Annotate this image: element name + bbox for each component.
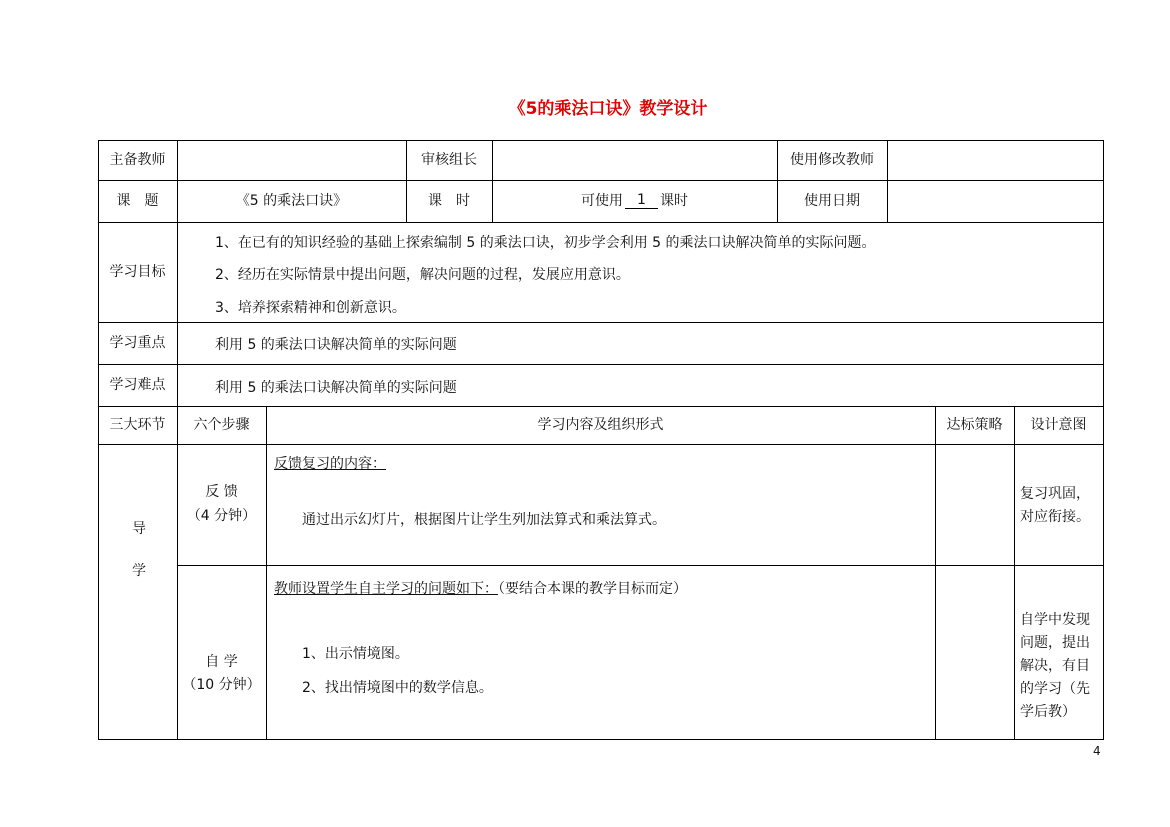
step-content-line: 2、找出情境图中的数学信息。 (302, 680, 493, 696)
difficulties-text: 利用 5 的乘法口诀解决简单的实际问题 (215, 380, 457, 396)
hours-label: 课 时 (428, 192, 470, 209)
difficulties-label: 学习难点 (109, 376, 166, 393)
stage-char: 学 (132, 563, 146, 579)
hours-suffix: 课时 (659, 192, 688, 209)
step-content-line: 1、出示情境图。 (302, 646, 409, 662)
hours-value: 1 (625, 193, 658, 209)
step-content-line: 通过出示幻灯片，根据图片让学生列加法算式和乘法算式。 (302, 512, 666, 528)
objective-item: 1、在已有的知识经验的基础上探索编制 5 的乘法口诀，初步学会利用 5 的乘法口诀解决简单的实际问题。 (215, 235, 876, 251)
column-header-strategy: 达标策略 (946, 416, 1003, 433)
document-title: 《5的乘法口诀》教学设计 (508, 99, 708, 119)
page-number: 4 (1093, 744, 1101, 758)
date-value (887, 180, 1103, 222)
step-content-heading: 教师设置学生自主学习的问题如下： (274, 581, 498, 597)
date-label: 使用日期 (804, 192, 860, 209)
objectives-label: 学习目标 (109, 263, 166, 280)
hours-field (492, 180, 777, 222)
step-content-heading: 反馈复习的内容： (274, 456, 386, 472)
hours-prefix: 可使用 (581, 192, 624, 209)
review-leader-value (492, 140, 777, 180)
step-name: 反 馈 (205, 484, 238, 500)
objective-item: 2、经历在实际情景中提出问题，解决问题的过程，发展应用意识。 (215, 267, 630, 283)
key-points-label: 学习重点 (109, 334, 166, 351)
topic-label: 课 题 (116, 192, 159, 209)
column-header-content: 学习内容及组织形式 (537, 416, 664, 433)
step-intent: 复习巩固，对应衔接。 (1020, 486, 1090, 525)
revising-teacher-value (887, 140, 1103, 180)
step-content-heading-row (274, 578, 687, 598)
step-time: （4 分钟） (186, 508, 257, 524)
step-intent: 自学中发现问题，提出解决，有目的学习（先学后教） (1020, 612, 1090, 720)
topic-value: 《5 的乘法口诀》 (235, 192, 348, 209)
objective-item: 3、培养探索精神和创新意识。 (215, 300, 406, 316)
step-time: （10 分钟） (182, 677, 261, 693)
review-leader-label: 审核组长 (421, 151, 477, 168)
column-header-step: 六个步骤 (193, 416, 250, 433)
stage-char: 导 (132, 521, 146, 537)
step-content-note: （要结合本课的教学目标而定） (498, 581, 687, 597)
column-header-intent: 设计意图 (1030, 416, 1087, 433)
column-header-stage: 三大环节 (109, 416, 166, 433)
lead-teacher-value (177, 140, 406, 180)
lead-teacher-label: 主备教师 (109, 151, 166, 168)
step-name: 自 学 (205, 654, 238, 670)
revising-teacher-label: 使用修改教师 (790, 151, 874, 168)
key-points-text: 利用 5 的乘法口诀解决简单的实际问题 (215, 337, 457, 353)
